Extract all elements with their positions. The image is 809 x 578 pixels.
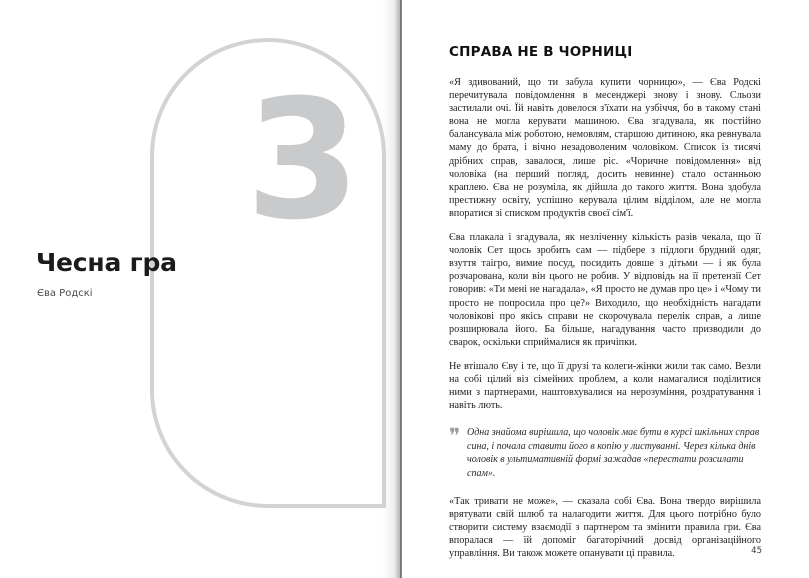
paragraph: Єва плакала і згадувала, як незліченну кількість разів чекала, що її чоловік Сет щось зробить сам — підбере з підлоги брудний одяг, взуття таігро, вимие посуд, посидить довше з дітьми — і як була розчарована, коли він цього не робив. У відповідь на її претензії Сет говорив: «Ти мені не нагадала», «Я просто не думав про це» і «Чому ти просто не попросила про це?» Виходило, що необхідність нагадати чоловікові про якісь справи не скорочувала перелік справ, а лише розширювала його. Ба більше, нагадування часто призводили до сварок, оскільки сприймалися як причіпки. [449, 232, 761, 348]
page-fold-line [400, 0, 401, 578]
quote-icon: ❞ [449, 424, 461, 449]
right-page [402, 0, 809, 578]
left-page [0, 0, 394, 578]
callout-text: Одна знайома вирішила, що чоловік має бути в курсі шкільних справ сина, і почала ставити його в копію у листуванні. Через кілька днів чоловік в ультимативній формі зажадав «перестати розсилати спам». [467, 427, 760, 480]
paragraph: Не втішало Єву і те, що її друзі та колеги-жінки жили так само. Везли на собі цілий віз сімейних проблем, а коли намагалися поділитися ними з партнерами, наштовхувалися на нерозуміння, роздратування і навіть лють. [449, 360, 761, 412]
body-column [449, 76, 761, 571]
page-number: 45 [751, 546, 762, 556]
chapter-author: Єва Родскі [37, 288, 93, 299]
paragraph: «Так тривати не може», — сказала собі Єва. Вона твердо вирішила врятувати свій шлюб та налагодити життя. Для цього потрібно було створити систему взаємодії з партнером та змінити правила гри. Єва впоралася — їй допоміг багаторічний досвід організаційного управління. Ви також можете опанувати ці правила. [449, 495, 761, 559]
callout-quote [449, 426, 761, 480]
paragraph: «Я здивований, що ти забула купити чорницю», — Єва Родскі перечитувала повідомлення в месенджері знову і знову. Сльози застилали очі. Їй навіть довелося з'їхати на узбіччя, бо в такому стані вона не могла керувати машиною. Єва згадувала, як постійно балансувала між роботою, немовлям, старшою дитиною, яка ревнувала маму до брата, і вічно незадоволеним чоловіком. Список із тисячі дрібних справ, завалося, лише ріс. «Чоричне повідомлення» від чоловіка (на перший погляд, досить невинне) стало останньою краплею. Єва не розуміла, як дійшла до такого життя. Вона здобула престижну освіту, успішно керувала цілим відділом, але не могла впоратися зі списком продуктів своєї сім'ї. [449, 77, 761, 219]
chapter-number: 3 [245, 64, 361, 256]
chapter-title: Чесна гра [36, 248, 177, 277]
article-title: СПРАВА НЕ В ЧОРНИЦІ [449, 44, 633, 60]
